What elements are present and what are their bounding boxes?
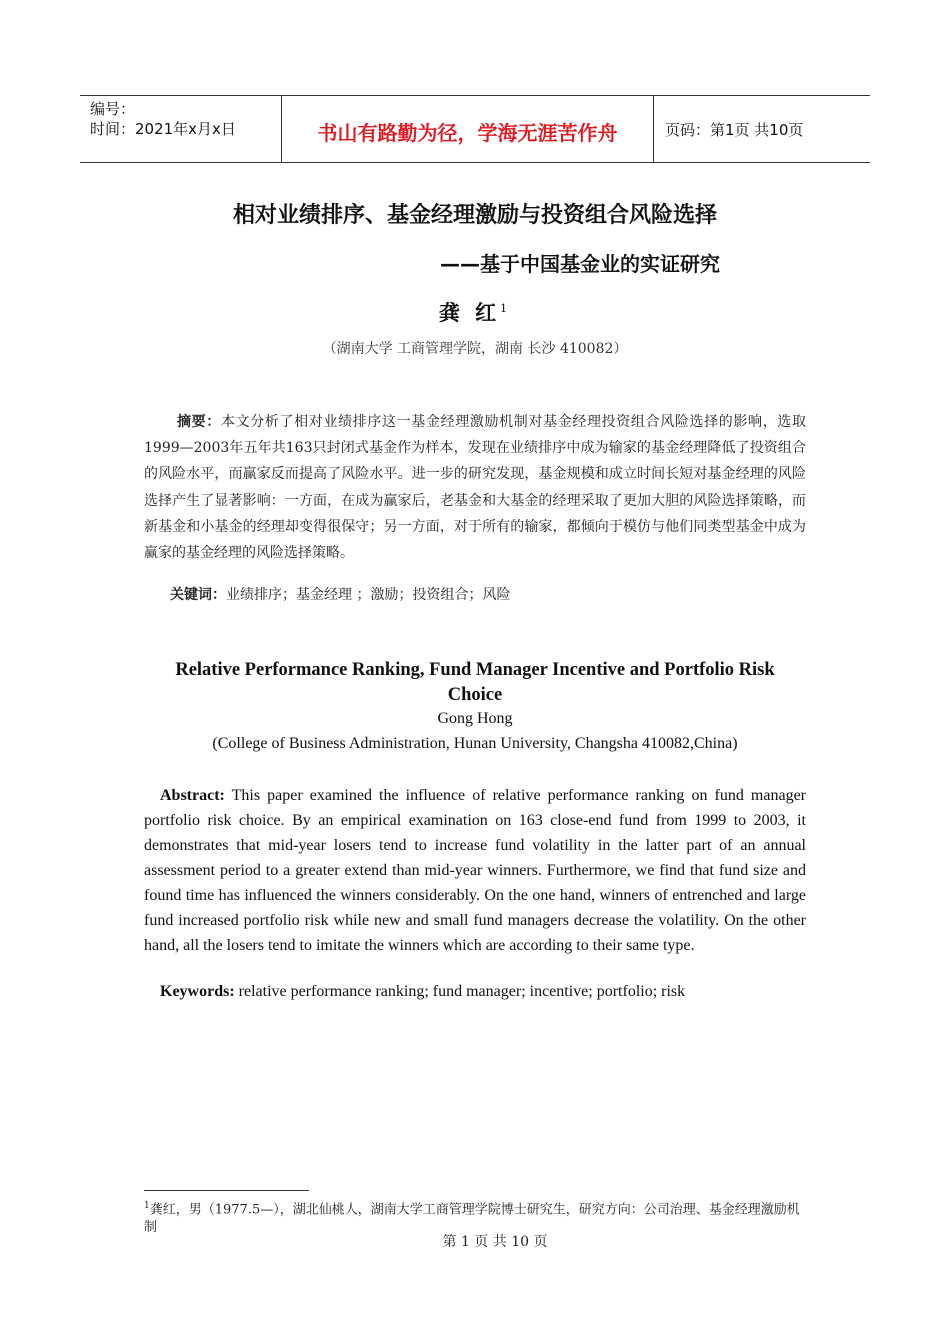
header-meta (80, 96, 281, 162)
keywords-en-text: relative performance ranking; fund manager; incentive; portfolio; risk (234, 983, 686, 1000)
abstract-cn-text: 本文分析了相对业绩排序这一基金经理激励机制对基金经理投资组合风险选择的影响，选取1999—2003年五年共163只封闭式基金作为样本，发现在业绩排序中成为输家的基金经理降低了投资组合的风险水平，而赢家反而提高了风险水平。进一步的研究发现，基金规模和成立时间长短对基金经理的风险选择产生了显著影响：一方面，在成为赢家后，老基金和大基金的经理采取了更加大胆的风险选择策略，而新基金和小基金的经理却变得很保守；另一方面，对于所有的输家，都倾向于模仿与他们同类型基金中成为赢家的基金经理的风险选择策略。 (144, 414, 807, 562)
keywords-en (160, 983, 685, 1001)
author-name-cn: 龚 红 (438, 301, 501, 325)
footnote-mark: 1 (144, 1201, 150, 1211)
abstract-en-label: Abstract: (160, 787, 225, 804)
keywords-cn-label: 关键词： (170, 587, 226, 603)
abstract-cn-label: 摘要： (177, 414, 221, 430)
paper-title-cn: 相对业绩排序、基金经理激励与投资组合风险选择 (232, 203, 717, 228)
document-number-label: 编号： (90, 100, 136, 118)
abstract-en-text: This paper examined the influence of relative performance ranking on fund manager portfolio risk choice. By an empirical examination on 163 close-end fund from 1999 to 2003, it demonstrates that mid-year losers tend to increase fund volatility in the latter part of an annual assessment period to a greater extend than mid-year winners. Furthermore, we find that fund size and found time has influenced the winners considerably. On the one hand, winners of entrenched and large fund increased portfolio risk while new and small fund managers decrease the volatility. On the other hand, all the losers tend to imitate the winners which are according to their same type. (144, 787, 806, 954)
header-page-info: 页码：第1页 共10页 (665, 120, 804, 139)
author-footnote-mark: 1 (500, 302, 512, 315)
abstract-en (144, 783, 806, 958)
affiliation-en: (College of Business Administration, Hunan University, Changsha 410082,China) (212, 735, 738, 752)
keywords-en-label: Keywords: (160, 983, 235, 1000)
footnote-text: 龚红，男（1977.5—），湖北仙桃人，湖南大学工商管理学院博士研究生，研究方向：公司治理、基金经理激励机制 (144, 1202, 800, 1236)
document-date: 时间：2021年x月x日 (90, 120, 236, 138)
document-header (80, 95, 870, 163)
footnote-divider (144, 1190, 309, 1191)
author-en: Gong Hong (437, 710, 513, 727)
abstract-cn (144, 409, 806, 566)
paper-title-en: Relative Performance Ranking, Fund Manager Incentive and Portfolio Risk Choice (175, 660, 775, 705)
paper-subtitle-cn: ——基于中国基金业的实证研究 (440, 252, 720, 276)
keywords-cn-text: 业绩排序；基金经理 ；激励；投资组合；风险 (226, 587, 511, 603)
affiliation-cn: （湖南大学 工商管理学院，湖南 长沙 410082） (322, 341, 628, 357)
page-number-footer: 第 1 页 共 10 页 (442, 1234, 548, 1250)
keywords-cn (170, 584, 510, 604)
author-cn (0, 297, 950, 327)
header-motto: 书山有路勤为径，学海无涯苦作舟 (281, 96, 654, 162)
